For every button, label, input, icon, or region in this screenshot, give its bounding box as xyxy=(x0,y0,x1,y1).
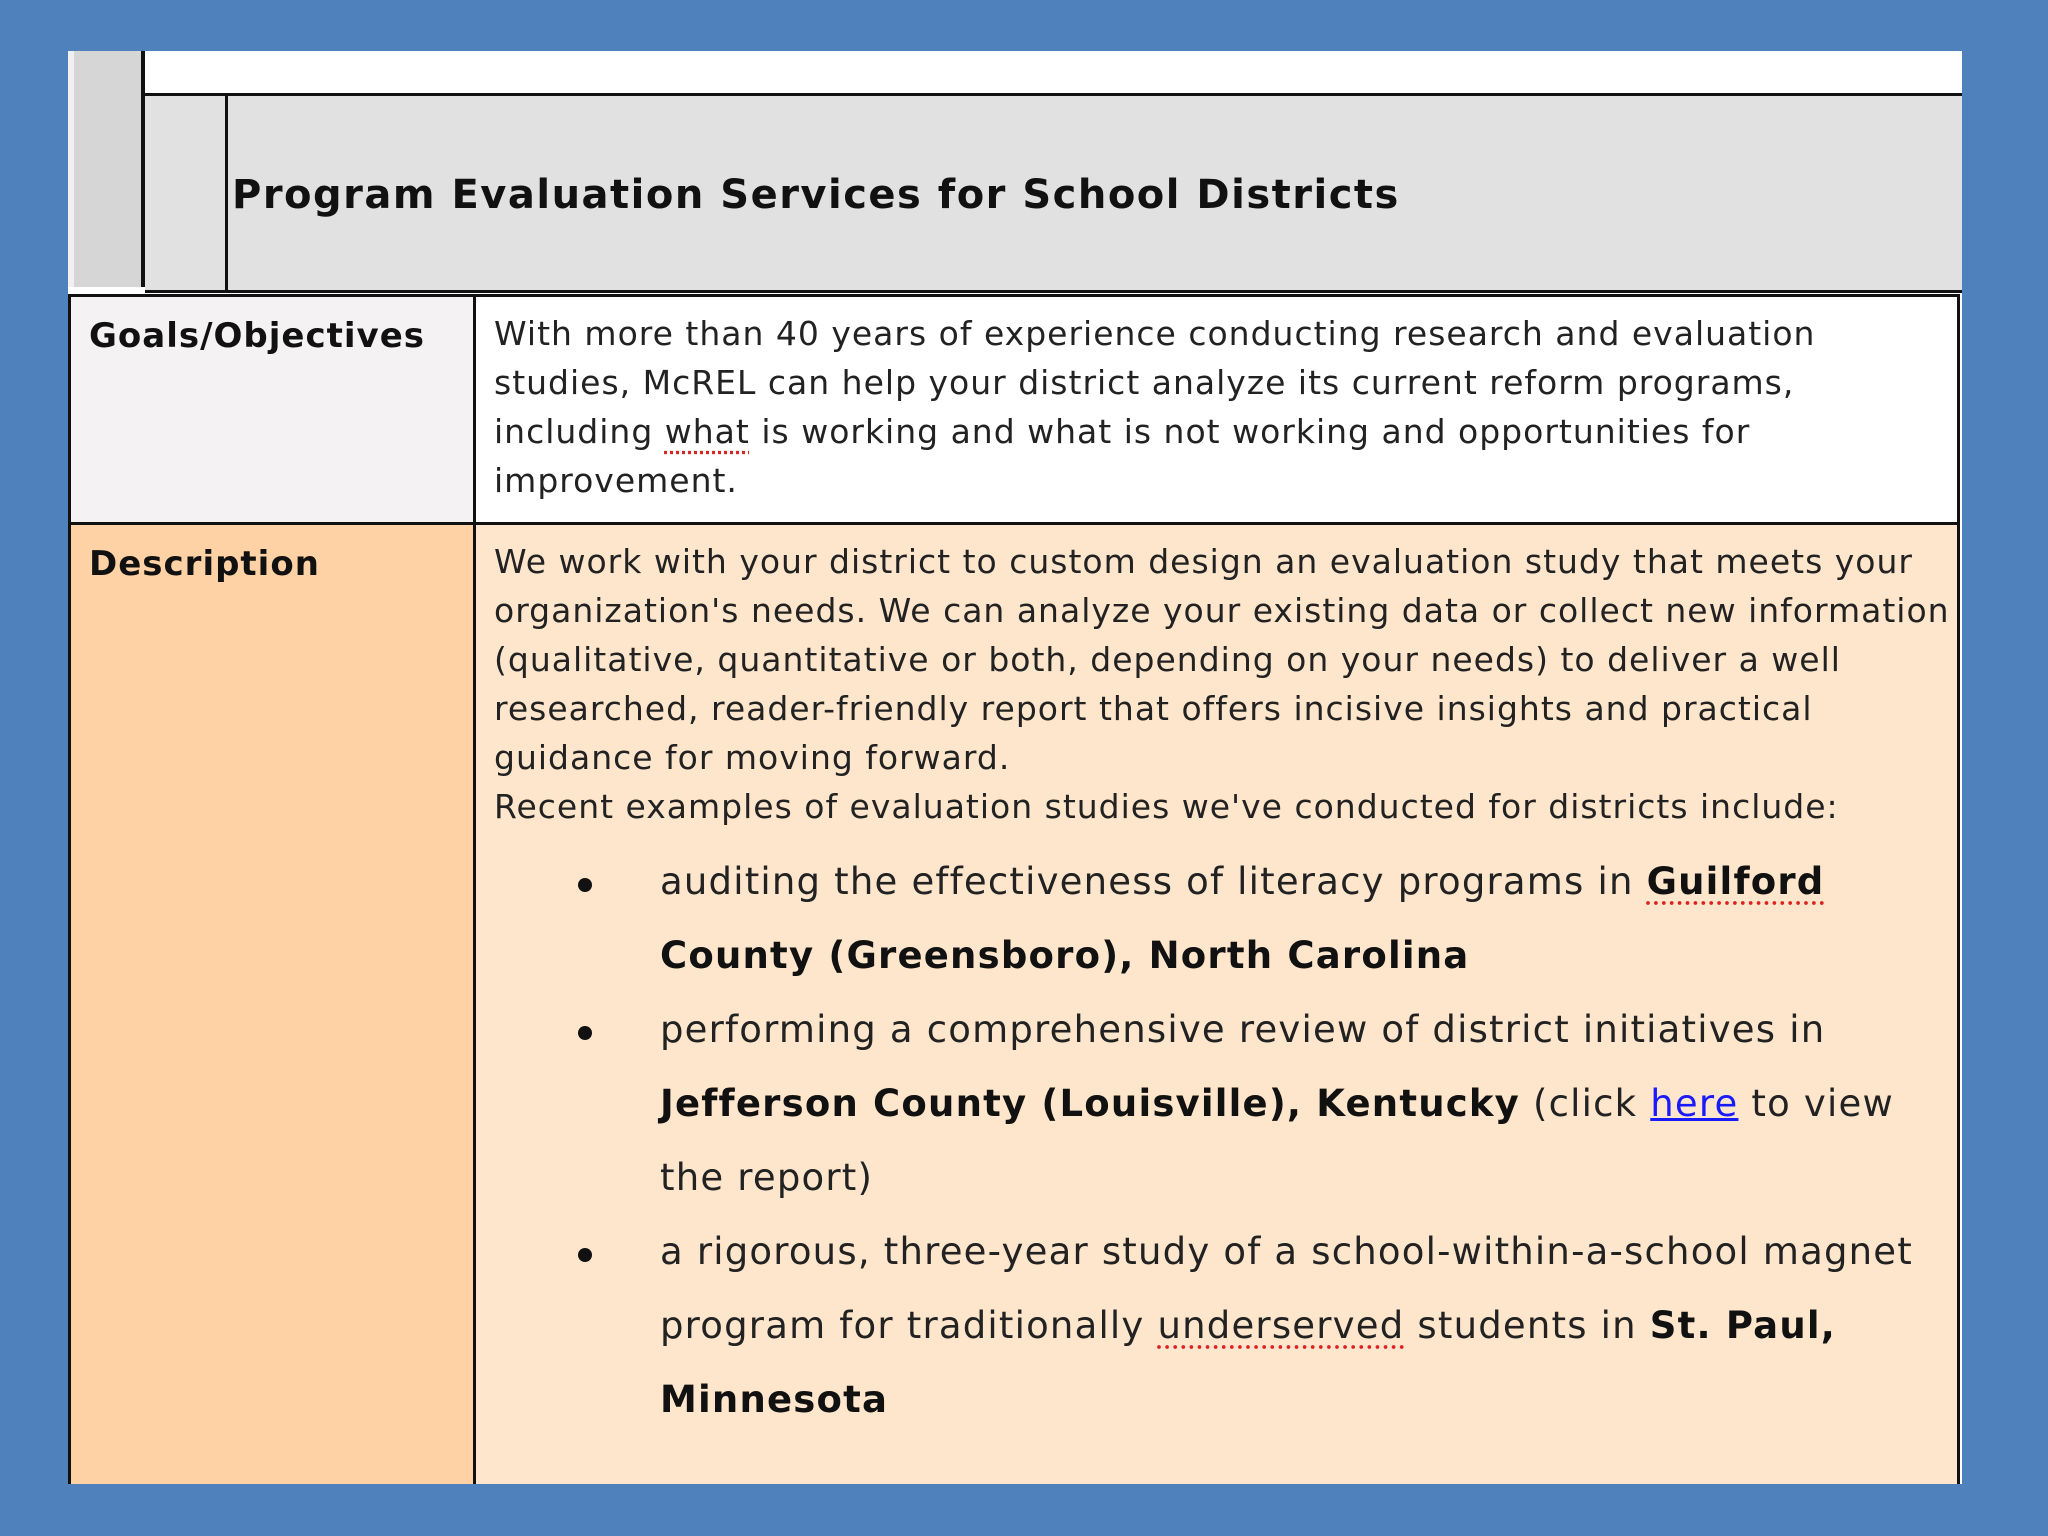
example-location: Jefferson County (Louisville), Kentucky xyxy=(660,1082,1521,1125)
list-item xyxy=(578,1215,1951,1437)
document-page xyxy=(68,51,1962,1484)
title-bar xyxy=(145,93,1962,293)
description-row xyxy=(71,525,1957,1484)
goals-text-part: is working and what is not working and opportunities for improvement. xyxy=(494,412,1751,500)
example-text: performing a comprehensive review of district initiatives in xyxy=(660,1008,1826,1051)
report-link[interactable]: here xyxy=(1650,1082,1739,1125)
examples-list xyxy=(494,845,1951,1437)
goals-row xyxy=(71,297,1957,525)
example-text: a rigorous, three-year study of a school-within-a-school magnet program for traditionally xyxy=(660,1230,1913,1347)
title-cell xyxy=(225,96,1962,290)
example-location-marked: Guilford xyxy=(1646,860,1825,903)
list-item xyxy=(578,993,1951,1215)
services-table xyxy=(68,294,1960,1484)
list-item xyxy=(578,845,1951,993)
description-label: Description xyxy=(71,525,476,1484)
example-text: auditing the effectiveness of literacy programs in xyxy=(660,860,1647,903)
description-intro: We work with your district to custom design an evaluation study that meets your organization's needs. We can analyze your existing data or collect new information (qualitative, quantitative or both, depending on your needs) to deliver a well researched, reader-friendly report that offers incisive insights and practical guidance for moving forward. xyxy=(494,542,1950,777)
bullet-icon xyxy=(578,1026,592,1040)
goals-text-part: With more than 40 years of experience conducting research and evaluation studies, McREL can help your district analyze its current reform programs, including xyxy=(494,314,1816,451)
example-location: County (Greensboro), North Carolina xyxy=(660,934,1470,977)
spell-marked-word: what xyxy=(664,412,750,451)
spell-marked-word: underserved xyxy=(1157,1304,1405,1347)
example-text: students in xyxy=(1404,1304,1650,1347)
bullet-icon xyxy=(578,878,592,892)
goals-label: Goals/Objectives xyxy=(71,297,476,522)
goals-content xyxy=(476,297,1957,522)
bullet-icon xyxy=(578,1248,592,1262)
description-content xyxy=(476,525,1957,1484)
page-title: Program Evaluation Services for School Districts xyxy=(232,172,1400,218)
examples-lead: Recent examples of evaluation studies we've conducted for districts include: xyxy=(494,787,1839,826)
example-text: (click xyxy=(1520,1082,1651,1125)
goals-text xyxy=(494,309,1951,505)
example-location: St. Paul, Minnesota xyxy=(660,1304,1837,1421)
frame-edge xyxy=(68,51,145,287)
example-text: to view the report) xyxy=(660,1082,1894,1199)
